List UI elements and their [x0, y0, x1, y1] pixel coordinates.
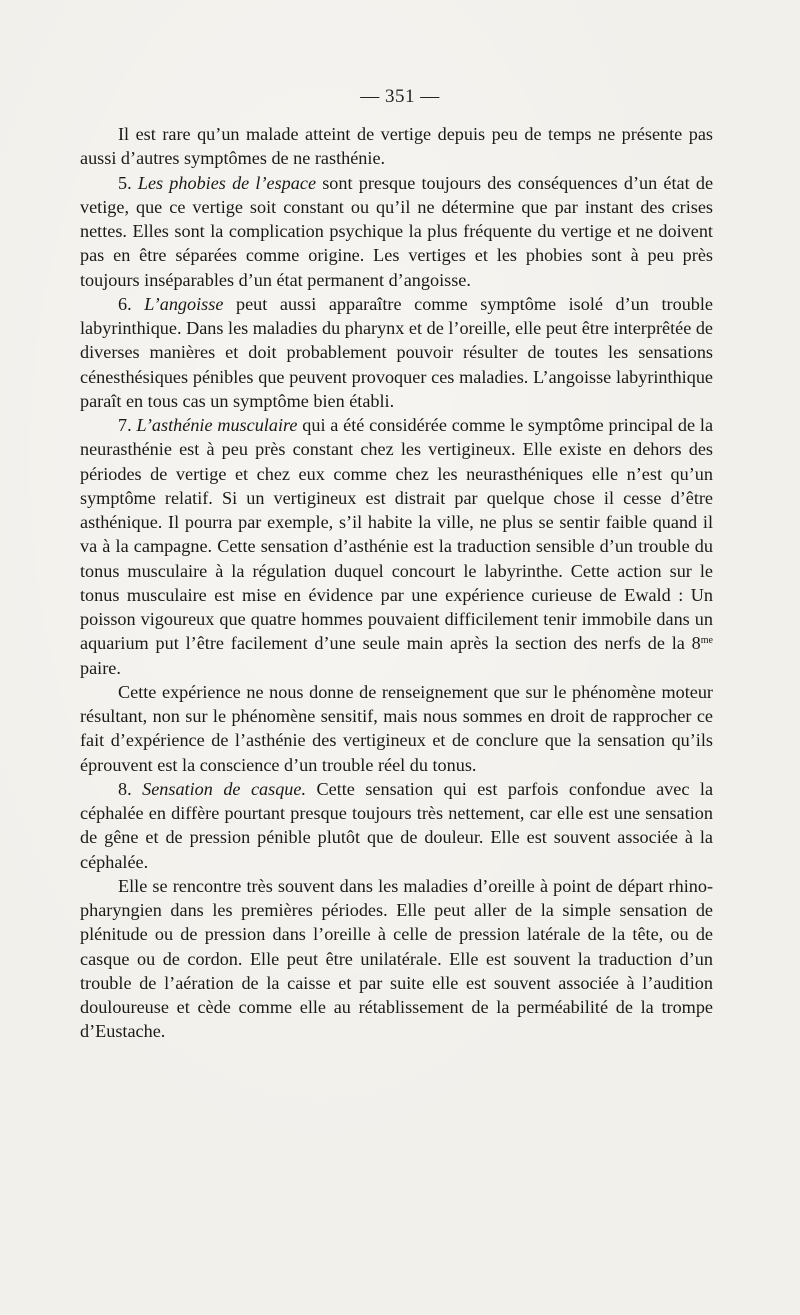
- paragraph-body-end: paire.: [80, 657, 121, 678]
- paragraph-5-phobies: [80, 171, 713, 292]
- section-title: L’angoisse: [144, 293, 224, 314]
- section-title: Sensation de casque.: [142, 778, 307, 799]
- paragraph-body: Cette sensation qui est parfois confondue avec la céphalée en diffère pourtant presque toujours très nettement, car elle est une sensation de gêne et de pression pénible plutôt que de douleur. Elle est souvent associée à la céphalée.: [80, 778, 714, 872]
- paragraph-6-angoisse: [80, 292, 713, 413]
- section-number: 8.: [118, 778, 132, 799]
- paragraph-8-casque: [80, 777, 713, 874]
- section-number: 6.: [118, 293, 132, 314]
- section-number: 5.: [118, 172, 132, 193]
- paragraph-casque-details: Elle se rencontre très souvent dans les maladies d’oreille à point de départ rhino-pharyngien dans les premières périodes. Elle peut aller de la simple sensation de plénitude ou de pression dans l’oreille à celle de pression latérale de la tête, ou de casque ou de cordon. Elle peut être unilatérale. Elle est souvent la traduction d’un trouble de l’aération de la caisse et par suite elle est souvent associée à l’audition douloureuse et cède comme elle au rétablissement de la perméabilité de la trompe d’Eustache.: [80, 875, 713, 1042]
- paragraph-experience: Cette expérience ne nous donne de renseignement que sur le phénomène moteur résultant, non sur le phénomène sensitif, mais nous sommes en droit de rapprocher ce fait d’expérience de l’asthénie des vertigineux et de conclure que la sensation qu’ils éprouvent est la conscience d’un trouble réel du tonus.: [80, 681, 713, 775]
- section-number: 7.: [118, 415, 132, 435]
- paragraph-body: peut aussi apparaître comme symptôme isolé d’un trouble labyrinthique. Dans les maladies du pharynx et de l’oreille, elle peut être interprêtée de diverses manières et doit probablement pouvoir résulter de toutes les sensations cénesthésiques pénibles que peuvent provoquer ces maladies. L’angoisse labyrinthique paraît en tous cas un symptôme bien établi.: [80, 293, 714, 411]
- paragraph-intro: Il est rare qu’un malade atteint de vertige depuis peu de temps ne présente pas aussi d’autres symptômes de ne rasthénie.: [80, 124, 713, 169]
- section-title: Les phobies de l’espace: [137, 172, 317, 193]
- paragraph-7-asthenie: [80, 413, 713, 680]
- ordinal-superscript: me: [700, 635, 713, 647]
- paragraph-body: qui a été considérée comme le symptôme principal de la neurasthénie est à peu près constant chez les vertigineux. Elle existe en dehors des périodes de vertige et chez eux comme chez les neurasthéniques elle n’est qu’un symptôme relatif. Si un vertigineux est distrait par quelque chose il cesse d’être asthénique. Il pourra par exemple, s’il habite la ville, ne plus se sentir faible quand il va à la campagne. Cette sensation d’asthénie est la traduction sensible d’un trouble du tonus musculaire à la régulation duquel concourt le labyrinthe. Cette action sur le tonus musculaire est mise en évidence par une expérience curieuse de Ewald : Un poisson vigoureux que quatre hommes pouvaient difficilement tenir immobile dans un aquarium put l’être facilement d’une seule main après la section des nerfs de la 8: [80, 415, 714, 654]
- page-number: — 351 —: [360, 86, 440, 107]
- section-title: L’asthénie musculaire: [136, 415, 298, 435]
- body-text: [80, 122, 713, 1044]
- paragraph-body: sont presque toujours des conséquences d’un état de vetige, que ce vertige soit constant ou qu’il ne détermine que par instant des crises nettes. Elles sont la complication psychique la plus fréquente du vertige et ne doivent pas en être séparées comme origine. Les vertiges et les phobies sont à peu près toujours inséparables d’un état permanent d’angoisse.: [80, 172, 714, 290]
